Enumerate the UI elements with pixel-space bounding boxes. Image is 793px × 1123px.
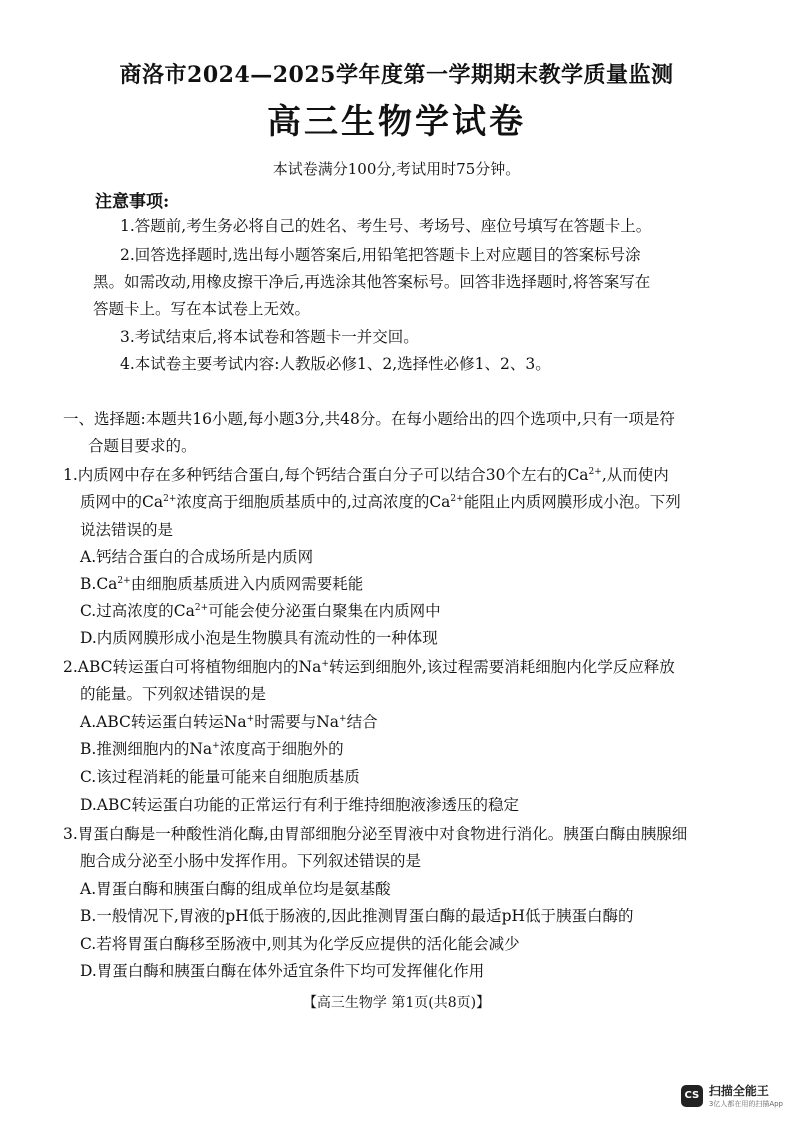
q1-option-text: 可能会使分泌蛋白聚集在内质网中 [208,602,441,620]
q2-option-text: 浓度高于细胞外的 [219,740,344,758]
note-item-2-line2: 黑。如需改动,用橡皮擦干净后,再选涂其他答案标号。回答非选择题时,将答案写在 [93,273,651,291]
superscript: 2+ [588,467,602,477]
page-footer: 【高三生物学 第1页(共8页)】 [302,995,491,1011]
q1-option-d: D.内质网膜形成小泡是生物膜具有流动性的一种体现 [80,629,438,647]
superscript: + [212,741,220,751]
q2-stem-text: 转运到细胞外,该过程需要消耗细胞内化学反应释放 [328,658,675,676]
q2-option-text: A.ABC转运蛋白转运Na [80,713,247,731]
exam-title-line1: 商洛市2024—2025学年度第一学期期末教学质量监测 [119,62,674,88]
note-item-2-line1: 2.回答选择题时,选出每小题答案后,用铅笔把答题卡上对应题目的答案标号涂 [120,246,641,264]
watermark-subtitle: 3亿人都在用的扫描App [708,1100,783,1108]
superscript: + [339,714,347,724]
q2-option-d: D.ABC转运蛋白功能的正常运行有利于维持细胞液渗透压的稳定 [80,796,520,814]
note-item-3: 3.考试结束后,将本试卷和答题卡一并交回。 [120,328,419,346]
q2-option-c: C.该过程消耗的能量可能来自细胞质基质 [80,768,360,786]
q1-stem-line3: 说法错误的是 [80,521,174,539]
q1-option-text: B.Ca [80,575,118,593]
q1-option-c [80,601,441,621]
note-item-2-line3: 答题卡上。写在本试卷上无效。 [93,300,311,318]
q3-stem-line2: 胞合成分泌至小肠中发挥作用。下列叙述错误的是 [80,852,422,870]
section-heading-line1: 一、选择题:本题共16小题,每小题3分,共48分。在每小题给出的四个选项中,只有一项是符 [63,410,675,428]
superscript: 2+ [117,576,131,586]
q1-option-b [80,574,363,594]
notes-heading: 注意事项: [95,192,170,212]
q2-option-text: 时需要与Na [254,713,340,731]
q3-option-a: A.胃蛋白酶和胰蛋白酶的组成单位均是氨基酸 [80,880,391,898]
q1-stem-line2 [80,492,681,512]
q1-option-text: C.过高浓度的Ca [80,602,195,620]
section-heading-line2: 合题目要求的。 [88,437,197,455]
q2-stem-line2: 的能量。下列叙述错误的是 [80,685,267,703]
q2-stem-text: 2.ABC转运蛋白可将植物细胞内的Na [63,658,322,676]
superscript: 2+ [194,603,209,613]
q2-option-b [80,739,344,759]
q1-stem-text: ,从而使内 [601,466,669,484]
q1-stem-text: 能阻止内质网膜形成小泡。下列 [463,493,681,511]
q1-option-a: A.钙结合蛋白的合成场所是内质网 [80,548,314,566]
q2-stem-line1 [63,657,675,677]
scanner-watermark [681,1082,783,1109]
superscript: 2+ [450,494,464,504]
score-info: 本试卷满分100分,考试用时75分钟。 [272,160,521,178]
q1-stem-text: 1.内质网中存在多种钙结合蛋白,每个钙结合蛋白分子可以结合30个左右的Ca [63,466,589,484]
q2-option-text: B.推测细胞内的Na [80,740,213,758]
q3-option-d: D.胃蛋白酶和胰蛋白酶在体外适宜条件下均可发挥催化作用 [80,962,485,980]
note-item-4: 4.本试卷主要考试内容:人教版必修1、2,选择性必修1、2、3。 [120,355,551,373]
superscript: 2+ [163,494,177,504]
q1-stem-text: 浓度高于细胞质基质中的,过高浓度的Ca [176,493,451,511]
note-item-1: 1.答题前,考生务必将自己的姓名、考生号、考场号、座位号填写在答题卡上。 [120,217,652,235]
q1-stem-text: 质网中的Ca [80,493,164,511]
superscript: + [246,714,255,724]
watermark-text [709,1082,783,1109]
watermark-name: 扫描全能王 [708,1084,769,1098]
q2-option-text: 结合 [346,713,378,731]
q1-stem-line1 [63,465,669,485]
q1-option-text: 由细胞质基质进入内质网需要耗能 [130,575,364,593]
superscript: + [321,659,329,669]
q3-option-b: B.一般情况下,胃液的pH低于肠液的,因此推测胃蛋白酶的最适pH低于胰蛋白酶的 [80,907,634,925]
camscanner-logo-icon: CS [681,1085,703,1107]
exam-title-line2: 高三生物学试卷 [267,102,526,142]
q3-option-c: C.若将胃蛋白酶移至肠液中,则其为化学反应提供的活化能会减少 [80,935,520,953]
q3-stem-line1: 3.胃蛋白酶是一种酸性消化酶,由胃部细胞分泌至胃液中对食物进行消化。胰蛋白酶由胰腺细 [63,825,688,843]
q2-option-a [80,712,378,732]
